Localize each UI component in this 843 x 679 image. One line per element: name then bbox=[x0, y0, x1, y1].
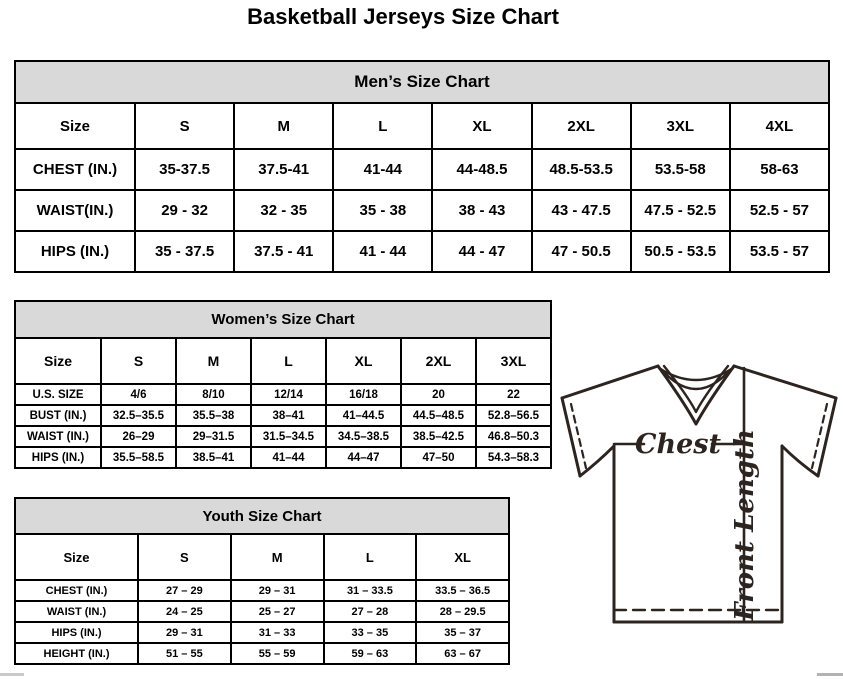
youth-cell: 35 – 37 bbox=[416, 622, 509, 643]
womens-cell: 29–31.5 bbox=[176, 426, 251, 447]
mens-cell: 53.5-58 bbox=[631, 149, 730, 190]
mens-table-row bbox=[15, 190, 829, 231]
youth-cell: 31 – 33 bbox=[231, 622, 324, 643]
mens-cell: 48.5-53.5 bbox=[532, 149, 631, 190]
mens-row-label: HIPS (IN.) bbox=[15, 231, 135, 272]
mens-table-row bbox=[15, 231, 829, 272]
mens-cell: 52.5 - 57 bbox=[730, 190, 829, 231]
mens-table-row bbox=[15, 149, 829, 190]
youth-row-label: HIPS (IN.) bbox=[15, 622, 138, 643]
womens-cell: 20 bbox=[401, 384, 476, 405]
mens-cell: 35-37.5 bbox=[135, 149, 234, 190]
mens-column-header-3xl: 3XL bbox=[631, 103, 730, 149]
page-title: Basketball Jerseys Size Chart bbox=[247, 4, 559, 29]
youth-cell: 29 – 31 bbox=[231, 580, 324, 601]
womens-cell: 26–29 bbox=[101, 426, 176, 447]
youth-cell: 28 – 29.5 bbox=[416, 601, 509, 622]
jersey-right-shoulder bbox=[734, 366, 836, 398]
womens-column-header-3xl: 3XL bbox=[476, 338, 551, 384]
womens-table-row bbox=[15, 426, 551, 447]
youth-table-row bbox=[15, 643, 509, 664]
mens-cell: 37.5 - 41 bbox=[234, 231, 333, 272]
womens-table-title: Women’s Size Chart bbox=[15, 301, 551, 338]
womens-column-header-m: M bbox=[176, 338, 251, 384]
youth-row-label: HEIGHT (IN.) bbox=[15, 643, 138, 664]
womens-cell: 38.5–41 bbox=[176, 447, 251, 468]
youth-cell: 33 – 35 bbox=[324, 622, 417, 643]
scrollbar-fragment-left bbox=[0, 673, 24, 676]
mens-column-header-s: S bbox=[135, 103, 234, 149]
youth-cell: 25 – 27 bbox=[231, 601, 324, 622]
womens-row-label: WAIST (IN.) bbox=[15, 426, 101, 447]
jersey-left-shoulder bbox=[562, 366, 658, 398]
youth-cell: 55 – 59 bbox=[231, 643, 324, 664]
womens-cell: 44.5–48.5 bbox=[401, 405, 476, 426]
mens-cell: 47 - 50.5 bbox=[532, 231, 631, 272]
mens-column-header-xl: XL bbox=[432, 103, 531, 149]
womens-column-header-s: S bbox=[101, 338, 176, 384]
womens-column-header-xl: XL bbox=[326, 338, 401, 384]
womens-cell: 41–44.5 bbox=[326, 405, 401, 426]
youth-column-header-l: L bbox=[324, 534, 417, 580]
womens-column-header-2xl: 2XL bbox=[401, 338, 476, 384]
mens-cell: 44-48.5 bbox=[432, 149, 531, 190]
jersey-outline-graphic bbox=[556, 360, 840, 664]
womens-cell: 34.5–38.5 bbox=[326, 426, 401, 447]
jersey-left-underarm bbox=[580, 446, 614, 476]
mens-row-label: WAIST(IN.) bbox=[15, 190, 135, 231]
front-length-label: Front Length bbox=[730, 429, 760, 621]
mens-cell: 44 - 47 bbox=[432, 231, 531, 272]
womens-cell: 54.3–58.3 bbox=[476, 447, 551, 468]
youth-cell: 27 – 29 bbox=[138, 580, 231, 601]
youth-table-title: Youth Size Chart bbox=[15, 498, 509, 534]
womens-size-table bbox=[14, 300, 552, 469]
youth-column-header-s: S bbox=[138, 534, 231, 580]
mens-cell: 29 - 32 bbox=[135, 190, 234, 231]
mens-cell: 32 - 35 bbox=[234, 190, 333, 231]
youth-row-label: WAIST (IN.) bbox=[15, 601, 138, 622]
youth-cell: 29 – 31 bbox=[138, 622, 231, 643]
mens-cell: 41-44 bbox=[333, 149, 432, 190]
womens-cell: 4/6 bbox=[101, 384, 176, 405]
womens-cell: 12/14 bbox=[251, 384, 326, 405]
womens-cell: 38–41 bbox=[251, 405, 326, 426]
scrollbar-fragment-right bbox=[817, 673, 843, 676]
womens-column-header-l: L bbox=[251, 338, 326, 384]
youth-cell: 33.5 – 36.5 bbox=[416, 580, 509, 601]
youth-row-label: CHEST (IN.) bbox=[15, 580, 138, 601]
youth-table-row bbox=[15, 601, 509, 622]
mens-size-label-header: Size bbox=[15, 103, 135, 149]
womens-cell: 46.8–50.3 bbox=[476, 426, 551, 447]
womens-row-label: BUST (IN.) bbox=[15, 405, 101, 426]
mens-size-table bbox=[14, 60, 830, 273]
womens-cell: 16/18 bbox=[326, 384, 401, 405]
mens-row-label: CHEST (IN.) bbox=[15, 149, 135, 190]
mens-cell: 38 - 43 bbox=[432, 190, 531, 231]
womens-row-label: U.S. SIZE bbox=[15, 384, 101, 405]
jersey-left-cuff-edge bbox=[562, 398, 580, 476]
mens-cell: 50.5 - 53.5 bbox=[631, 231, 730, 272]
mens-cell: 41 - 44 bbox=[333, 231, 432, 272]
youth-cell: 51 – 55 bbox=[138, 643, 231, 664]
mens-cell: 35 - 37.5 bbox=[135, 231, 234, 272]
womens-cell: 41–44 bbox=[251, 447, 326, 468]
jersey-right-cuff-dashed-line bbox=[812, 404, 827, 468]
youth-column-header-xl: XL bbox=[416, 534, 509, 580]
youth-cell: 24 – 25 bbox=[138, 601, 231, 622]
womens-cell: 35.5–58.5 bbox=[101, 447, 176, 468]
womens-table-row bbox=[15, 384, 551, 405]
jersey-measurement-diagram bbox=[556, 360, 840, 664]
mens-column-header-2xl: 2XL bbox=[532, 103, 631, 149]
mens-cell: 35 - 38 bbox=[333, 190, 432, 231]
mens-column-header-l: L bbox=[333, 103, 432, 149]
jersey-right-underarm bbox=[782, 446, 818, 476]
womens-cell: 47–50 bbox=[401, 447, 476, 468]
womens-cell: 38.5–42.5 bbox=[401, 426, 476, 447]
womens-cell: 22 bbox=[476, 384, 551, 405]
womens-cell: 31.5–34.5 bbox=[251, 426, 326, 447]
mens-column-header-4xl: 4XL bbox=[730, 103, 829, 149]
mens-table-title: Men’s Size Chart bbox=[15, 61, 829, 103]
mens-cell: 43 - 47.5 bbox=[532, 190, 631, 231]
mens-cell: 37.5-41 bbox=[234, 149, 333, 190]
youth-size-table bbox=[14, 497, 510, 665]
womens-cell: 8/10 bbox=[176, 384, 251, 405]
chest-label: Chest bbox=[635, 429, 721, 460]
womens-table-row bbox=[15, 405, 551, 426]
youth-cell: 31 – 33.5 bbox=[324, 580, 417, 601]
womens-cell: 52.8–56.5 bbox=[476, 405, 551, 426]
youth-column-header-m: M bbox=[231, 534, 324, 580]
mens-cell: 53.5 - 57 bbox=[730, 231, 829, 272]
mens-cell: 58-63 bbox=[730, 149, 829, 190]
youth-cell: 59 – 63 bbox=[324, 643, 417, 664]
youth-cell: 27 – 28 bbox=[324, 601, 417, 622]
womens-size-label-header: Size bbox=[15, 338, 101, 384]
youth-cell: 63 – 67 bbox=[416, 643, 509, 664]
youth-table-row bbox=[15, 580, 509, 601]
womens-cell: 44–47 bbox=[326, 447, 401, 468]
womens-cell: 32.5–35.5 bbox=[101, 405, 176, 426]
youth-size-label-header: Size bbox=[15, 534, 138, 580]
womens-cell: 35.5–38 bbox=[176, 405, 251, 426]
jersey-right-cuff-edge bbox=[818, 398, 836, 476]
mens-cell: 47.5 - 52.5 bbox=[631, 190, 730, 231]
youth-table-row bbox=[15, 622, 509, 643]
mens-column-header-m: M bbox=[234, 103, 333, 149]
jersey-left-cuff-dashed-line bbox=[571, 404, 586, 468]
womens-table-row bbox=[15, 447, 551, 468]
womens-row-label: HIPS (IN.) bbox=[15, 447, 101, 468]
